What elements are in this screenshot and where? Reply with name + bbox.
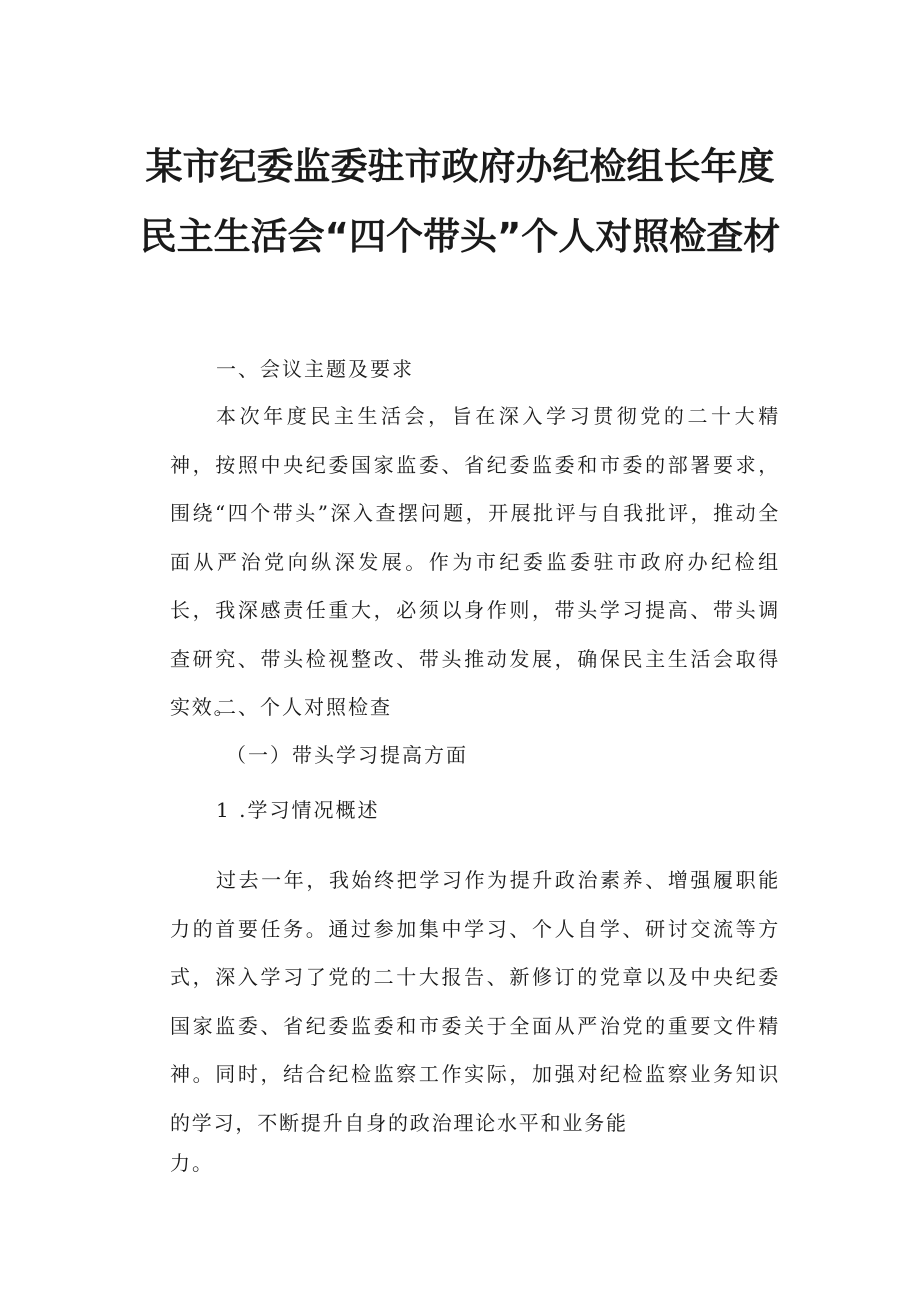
section-2-heading: 二、个人对照检查 bbox=[216, 695, 392, 719]
section-1-paragraph: 本次年度民主生活会，旨在深入学习贯彻党的二十大精神，按照中央纪委国家监委、省纪委监委和市委的部署要求，围绕“四个带头”深入查摆问题，开展批评与自我批评，推动全面从严治党向纵深发展。作为市纪委监委驻市政府办纪检组长，我深感责任重大，必须以身作则，带头学习提高、带头调查研究、带头检视整改、带头推动发展，确保民主生活会取得实效。 bbox=[170, 404, 780, 719]
document-title-line-2: 民主生活会“四个带头”个人对照检查材 bbox=[139, 215, 781, 258]
item-1-heading: 1 .学习情况概述 bbox=[216, 798, 380, 822]
item-1-paragraph: 过去一年，我始终把学习作为提升政治素养、增强履职能力的首要任务。通过参加集中学习、个人自学、研讨交流等方式，深入学习了党的二十大报告、新修订的党章以及中央纪委国家监委、省纪委监委和市委关于全面从严治党的重要文件精神。同时，结合纪检监察工作实际，加强对纪检监察业务知识的学习，不断提升自身的政治理论水平和业务能 bbox=[170, 868, 780, 1135]
item-1-paragraph-tail: 力。 bbox=[170, 1151, 214, 1175]
subsection-1-heading: （一）带头学习提高方面 bbox=[226, 743, 468, 767]
section-1-heading: 一、会议主题及要求 bbox=[216, 357, 414, 381]
document-title-line-1: 某市纪委监委驻市政府办纪检组长年度 bbox=[145, 145, 775, 188]
